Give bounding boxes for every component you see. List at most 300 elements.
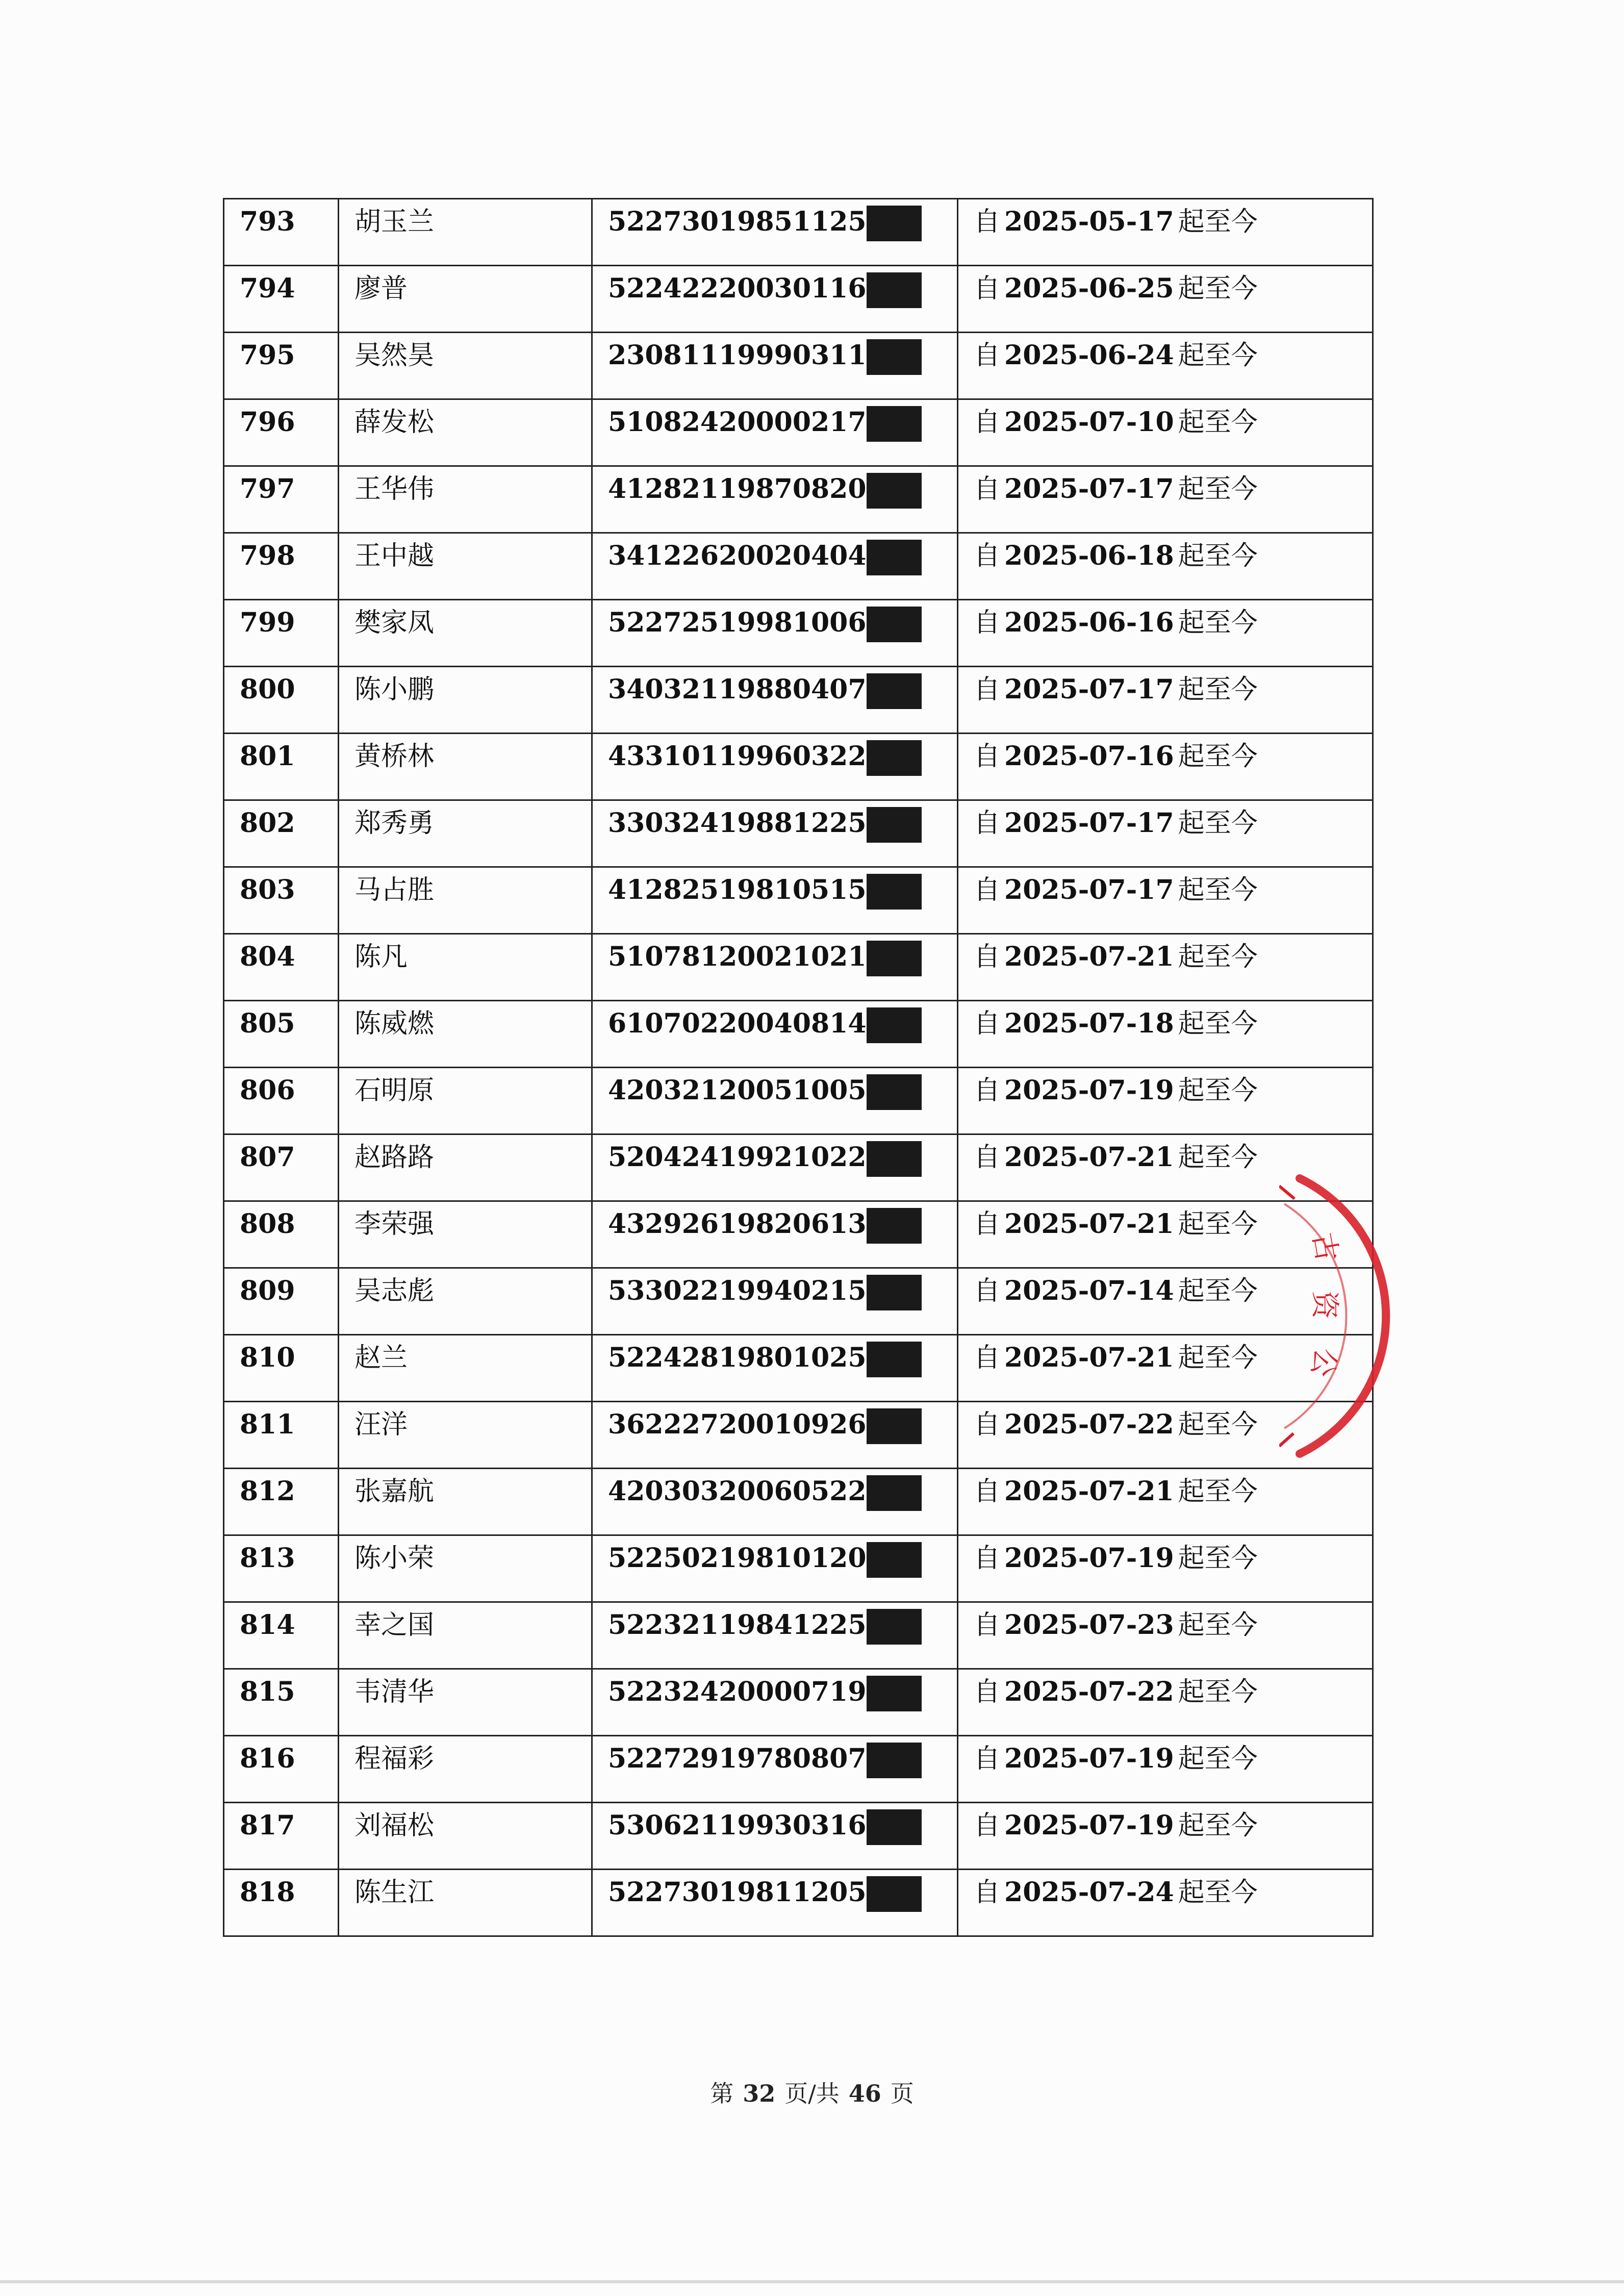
person-name-cell — [339, 1736, 592, 1803]
redaction-block — [867, 406, 922, 442]
date-prefix: 自 — [974, 1810, 1001, 1841]
date-suffix: 起至今 — [1178, 541, 1258, 571]
row-number-cell — [224, 266, 339, 333]
id-number-visible: 52273019851125 — [608, 206, 867, 237]
row-number-cell — [224, 800, 339, 867]
date-prefix: 自 — [974, 407, 1001, 438]
row-number-cell — [224, 1602, 339, 1669]
table-row — [224, 1602, 1373, 1669]
redaction-block — [867, 1007, 922, 1043]
effective-date-wrap — [974, 1077, 1258, 1104]
id-number-cell — [592, 1335, 958, 1402]
person-name-cell — [339, 1803, 592, 1870]
row-number: 806 — [240, 1075, 295, 1106]
effective-date-wrap — [974, 1743, 1258, 1774]
row-number: 796 — [240, 407, 295, 438]
person-name-cell — [339, 1402, 592, 1469]
person-name: 郑秀勇 — [354, 808, 435, 839]
person-name-cell — [339, 1669, 592, 1736]
effective-date-wrap — [974, 1676, 1258, 1707]
page-footer — [0, 2075, 1624, 2109]
id-number-cell — [592, 399, 958, 466]
row-number: 809 — [240, 1275, 295, 1306]
effective-date-cell — [958, 1669, 1373, 1736]
id-number-cell — [592, 1402, 958, 1469]
id-number-visible: 52232420000719 — [608, 1676, 867, 1707]
row-number: 797 — [240, 473, 295, 504]
effective-date-wrap — [974, 1008, 1258, 1039]
footer-page-middle: 页/共 — [784, 2080, 840, 2107]
table-row — [224, 1201, 1373, 1268]
id-number-visible: 52272519981006 — [608, 607, 867, 638]
row-number: 814 — [240, 1609, 295, 1641]
person-name-cell — [339, 266, 592, 333]
row-number: 813 — [240, 1543, 295, 1574]
id-number-visible: 33032419881225 — [608, 808, 867, 839]
date-suffix: 起至今 — [1178, 474, 1258, 504]
id-number-cell — [592, 1201, 958, 1268]
row-number: 811 — [240, 1409, 295, 1440]
seal-mark-1: 古 — [1306, 1230, 1344, 1264]
effective-date: 2025-07-16 — [1004, 741, 1174, 772]
date-prefix: 自 — [974, 1409, 1001, 1440]
table-row — [224, 399, 1373, 466]
date-prefix: 自 — [974, 1744, 1001, 1774]
row-number-cell — [224, 533, 339, 600]
person-name: 赵兰 — [354, 1343, 408, 1373]
id-number-wrap — [608, 409, 922, 442]
row-number-cell — [224, 1803, 339, 1870]
date-prefix: 自 — [974, 1476, 1001, 1507]
table-row — [224, 1870, 1373, 1936]
effective-date-cell — [958, 600, 1373, 667]
redaction-block — [867, 1609, 922, 1645]
effective-date: 2025-07-17 — [1004, 473, 1174, 504]
table-row — [224, 867, 1373, 934]
effective-date-cell — [958, 800, 1373, 867]
effective-date-cell — [958, 1870, 1373, 1936]
date-prefix: 自 — [974, 808, 1001, 839]
row-number-cell — [224, 399, 339, 466]
row-number-cell — [224, 1268, 339, 1335]
effective-date-cell — [958, 399, 1373, 466]
date-suffix: 起至今 — [1178, 273, 1258, 304]
effective-date-wrap — [974, 1342, 1258, 1373]
person-name-cell — [339, 600, 592, 667]
date-prefix: 自 — [974, 1008, 1001, 1039]
person-name: 王中越 — [354, 541, 435, 571]
row-number: 805 — [240, 1008, 295, 1039]
redaction-block — [867, 607, 922, 642]
effective-date-cell — [958, 1736, 1373, 1803]
date-prefix: 自 — [974, 674, 1001, 705]
id-number-wrap — [608, 1545, 922, 1578]
person-name: 吴然昊 — [354, 340, 435, 371]
id-number-cell — [592, 1001, 958, 1068]
date-suffix: 起至今 — [1178, 1343, 1258, 1373]
footer-page-total: 46 — [848, 2080, 881, 2107]
effective-date-cell — [958, 667, 1373, 734]
person-name: 廖普 — [354, 273, 408, 304]
table-row — [224, 1469, 1373, 1535]
effective-date: 2025-07-17 — [1004, 674, 1174, 705]
person-name-cell — [339, 199, 592, 266]
person-name-cell — [339, 1268, 592, 1335]
row-number: 800 — [240, 674, 295, 705]
row-number: 812 — [240, 1476, 295, 1507]
effective-date-wrap — [974, 1144, 1258, 1171]
id-number-wrap — [608, 1743, 922, 1778]
id-number-cell — [592, 600, 958, 667]
row-number-cell — [224, 1335, 339, 1402]
person-name: 黄桥林 — [354, 741, 435, 772]
table-row — [224, 266, 1373, 333]
table-row — [224, 1535, 1373, 1602]
person-name: 韦清华 — [354, 1677, 435, 1707]
table-row — [224, 466, 1373, 533]
person-name: 马占胜 — [354, 875, 435, 905]
id-number-cell — [592, 533, 958, 600]
person-name-cell — [339, 1535, 592, 1602]
effective-date-wrap — [974, 607, 1258, 638]
row-number-cell — [224, 1669, 339, 1736]
redaction-block — [867, 1676, 922, 1711]
id-number-cell — [592, 1469, 958, 1535]
id-number-visible: 51082420000217 — [608, 407, 867, 438]
row-number-cell — [224, 1736, 339, 1803]
effective-date: 2025-07-17 — [1004, 874, 1174, 905]
id-number-cell — [592, 1870, 958, 1936]
table-row — [224, 1402, 1373, 1469]
date-suffix: 起至今 — [1178, 340, 1258, 371]
effective-date-wrap — [974, 676, 1258, 703]
date-suffix: 起至今 — [1178, 207, 1258, 237]
id-number-visible: 53062119930316 — [608, 1810, 867, 1841]
id-number-visible: 23081119990311 — [608, 340, 867, 371]
person-name-cell — [339, 867, 592, 934]
person-name-cell — [339, 1201, 592, 1268]
redaction-block — [867, 1743, 922, 1778]
table-row — [224, 800, 1373, 867]
person-name-cell — [339, 800, 592, 867]
date-suffix: 起至今 — [1178, 1142, 1258, 1173]
effective-date: 2025-06-25 — [1004, 273, 1174, 304]
redaction-block — [867, 272, 922, 308]
date-prefix: 自 — [974, 273, 1001, 304]
id-number-wrap — [608, 1676, 922, 1711]
person-name-cell — [339, 1134, 592, 1201]
row-number: 808 — [240, 1208, 295, 1240]
date-prefix: 自 — [974, 474, 1001, 504]
id-number-visible: 52250219810120 — [608, 1543, 867, 1574]
row-number-cell — [224, 1068, 339, 1134]
person-name-cell — [339, 1068, 592, 1134]
row-number: 793 — [240, 206, 295, 237]
id-number-wrap — [608, 1208, 922, 1244]
redaction-block — [867, 874, 922, 910]
footer-page-suffix: 页 — [890, 2080, 914, 2107]
id-number-cell — [592, 1134, 958, 1201]
footer-page-current: 32 — [743, 2080, 776, 2107]
date-prefix: 自 — [974, 1677, 1001, 1707]
effective-date: 2025-07-19 — [1004, 1810, 1174, 1841]
footer-page-prefix: 第 — [710, 2080, 734, 2107]
row-number-cell — [224, 1535, 339, 1602]
id-number-visible: 41282119870820 — [608, 473, 867, 504]
redaction-block — [867, 1275, 922, 1310]
id-number-cell — [592, 934, 958, 1001]
effective-date-wrap — [974, 810, 1258, 837]
date-prefix: 自 — [974, 1877, 1001, 1908]
effective-date-cell — [958, 466, 1373, 533]
id-number-visible: 43292619820613 — [608, 1208, 867, 1240]
effective-date: 2025-07-21 — [1004, 1208, 1174, 1240]
date-prefix: 自 — [974, 1276, 1001, 1306]
table-row — [224, 667, 1373, 734]
redaction-block — [867, 807, 922, 843]
effective-date-cell — [958, 199, 1373, 266]
date-suffix: 起至今 — [1178, 875, 1258, 905]
id-number-wrap — [608, 1411, 922, 1444]
person-name: 刘福松 — [354, 1810, 435, 1841]
row-number: 810 — [240, 1342, 295, 1373]
date-prefix: 自 — [974, 942, 1001, 972]
person-name: 吴志彪 — [354, 1276, 435, 1306]
id-number-visible: 42030320060522 — [608, 1476, 867, 1507]
effective-date: 2025-07-21 — [1004, 1142, 1174, 1173]
table-row — [224, 333, 1373, 399]
redaction-block — [867, 740, 922, 776]
row-number: 803 — [240, 874, 295, 905]
roster-table-body — [224, 199, 1373, 1936]
effective-date-cell — [958, 1602, 1373, 1669]
table-row — [224, 1134, 1373, 1201]
person-name: 李荣强 — [354, 1209, 435, 1240]
effective-date: 2025-07-24 — [1004, 1877, 1174, 1908]
row-number-cell — [224, 734, 339, 800]
roster-table-container — [223, 198, 1372, 1937]
effective-date-cell — [958, 1001, 1373, 1068]
id-number-wrap — [608, 1275, 922, 1310]
effective-date: 2025-07-19 — [1004, 1743, 1174, 1774]
effective-date-cell — [958, 266, 1373, 333]
person-name: 陈小荣 — [354, 1543, 435, 1574]
row-number-cell — [224, 1870, 339, 1936]
date-suffix: 起至今 — [1178, 1409, 1258, 1440]
effective-date: 2025-06-24 — [1004, 340, 1174, 371]
date-suffix: 起至今 — [1178, 1610, 1258, 1641]
id-number-visible: 52242819801025 — [608, 1342, 867, 1373]
effective-date-wrap — [974, 342, 1258, 369]
effective-date: 2025-07-21 — [1004, 941, 1174, 972]
date-prefix: 自 — [974, 1075, 1001, 1106]
id-number-cell — [592, 1736, 958, 1803]
effective-date-wrap — [974, 1411, 1258, 1438]
seal-tick-bottom — [1279, 1433, 1293, 1446]
table-row — [224, 1001, 1373, 1068]
effective-date-cell — [958, 734, 1373, 800]
person-name: 樊家凤 — [354, 608, 435, 638]
date-suffix: 起至今 — [1178, 1209, 1258, 1240]
person-name: 陈小鹏 — [354, 674, 435, 705]
row-number: 818 — [240, 1877, 295, 1908]
effective-date-wrap — [974, 941, 1258, 972]
effective-date: 2025-07-22 — [1004, 1409, 1174, 1440]
date-suffix: 起至今 — [1178, 1075, 1258, 1106]
row-number-cell — [224, 667, 339, 734]
redaction-block — [867, 540, 922, 575]
id-number-cell — [592, 1803, 958, 1870]
id-number-visible: 52272919780807 — [608, 1743, 867, 1774]
id-number-cell — [592, 1602, 958, 1669]
person-name: 陈生江 — [354, 1877, 435, 1908]
row-number: 816 — [240, 1743, 295, 1774]
effective-date: 2025-07-21 — [1004, 1476, 1174, 1507]
effective-date-wrap — [974, 540, 1258, 571]
row-number-cell — [224, 466, 339, 533]
person-name-cell — [339, 1469, 592, 1535]
id-number-visible: 42032120051005 — [608, 1075, 867, 1106]
id-number-wrap — [608, 206, 922, 241]
id-number-visible: 52273019811205 — [608, 1877, 867, 1908]
row-number: 817 — [240, 1810, 295, 1841]
id-number-cell — [592, 466, 958, 533]
effective-date-wrap — [974, 874, 1258, 905]
table-row — [224, 1335, 1373, 1402]
effective-date: 2025-07-14 — [1004, 1275, 1174, 1306]
id-number-cell — [592, 266, 958, 333]
date-prefix: 自 — [974, 1343, 1001, 1373]
redaction-block — [867, 1408, 922, 1444]
row-number-cell — [224, 199, 339, 266]
id-number-wrap — [608, 1609, 922, 1645]
person-name: 薛发松 — [354, 407, 435, 438]
date-prefix: 自 — [974, 340, 1001, 371]
effective-date: 2025-07-17 — [1004, 808, 1174, 839]
effective-date-cell — [958, 1535, 1373, 1602]
id-number-wrap — [608, 1478, 922, 1511]
id-number-visible: 52042419921022 — [608, 1142, 867, 1173]
date-prefix: 自 — [974, 1543, 1001, 1574]
person-name: 赵路路 — [354, 1142, 435, 1173]
seal-mark-2: 资 — [1308, 1291, 1341, 1319]
redaction-block — [867, 1074, 922, 1110]
row-number: 802 — [240, 808, 295, 839]
redaction-block — [867, 1809, 922, 1845]
date-prefix: 自 — [974, 1610, 1001, 1641]
row-number: 807 — [240, 1142, 295, 1173]
effective-date-wrap — [974, 1208, 1258, 1240]
table-row — [224, 533, 1373, 600]
id-number-cell — [592, 1068, 958, 1134]
person-name-cell — [339, 399, 592, 466]
date-suffix: 起至今 — [1178, 1008, 1258, 1039]
effective-date: 2025-07-22 — [1004, 1676, 1174, 1707]
id-number-wrap — [608, 275, 922, 308]
effective-date-wrap — [974, 743, 1258, 770]
effective-date: 2025-07-18 — [1004, 1008, 1174, 1039]
row-number: 795 — [240, 340, 295, 371]
seal-tick-top — [1279, 1186, 1295, 1199]
date-prefix: 自 — [974, 608, 1001, 638]
effective-date-cell — [958, 867, 1373, 934]
effective-date-cell — [958, 1068, 1373, 1134]
row-number: 794 — [240, 273, 295, 304]
redaction-block — [867, 1208, 922, 1244]
id-number-visible: 34122620020404 — [608, 540, 867, 571]
id-number-wrap — [608, 1077, 922, 1110]
person-name: 胡玉兰 — [354, 207, 435, 237]
effective-date: 2025-07-10 — [1004, 407, 1174, 438]
date-prefix: 自 — [974, 207, 1001, 237]
date-suffix: 起至今 — [1178, 1276, 1258, 1306]
person-name-cell — [339, 466, 592, 533]
id-number-wrap — [608, 810, 922, 843]
date-suffix: 起至今 — [1178, 608, 1258, 638]
effective-date: 2025-07-23 — [1004, 1609, 1174, 1641]
effective-date-wrap — [974, 409, 1258, 436]
date-suffix: 起至今 — [1178, 1476, 1258, 1507]
effective-date-wrap — [974, 1545, 1258, 1572]
id-number-cell — [592, 333, 958, 399]
effective-date-cell — [958, 1803, 1373, 1870]
table-row — [224, 734, 1373, 800]
person-name: 汪洋 — [354, 1409, 408, 1440]
effective-date-wrap — [974, 1879, 1258, 1906]
roster-table — [223, 198, 1374, 1937]
row-number-cell — [224, 1469, 339, 1535]
id-number-wrap — [608, 1144, 922, 1177]
row-number: 801 — [240, 741, 295, 772]
id-number-wrap — [608, 1008, 922, 1043]
effective-date-cell — [958, 533, 1373, 600]
id-number-cell — [592, 800, 958, 867]
id-number-visible: 53302219940215 — [608, 1275, 867, 1306]
effective-date: 2025-07-21 — [1004, 1342, 1174, 1373]
row-number-cell — [224, 600, 339, 667]
effective-date-wrap — [974, 1478, 1258, 1505]
effective-date-cell — [958, 1469, 1373, 1535]
id-number-wrap — [608, 874, 922, 910]
table-row — [224, 1669, 1373, 1736]
effective-date-wrap — [974, 1275, 1258, 1306]
date-suffix: 起至今 — [1178, 1543, 1258, 1574]
effective-date: 2025-07-19 — [1004, 1543, 1174, 1574]
table-row — [224, 199, 1373, 266]
effective-date-wrap — [974, 1812, 1258, 1839]
effective-date-cell — [958, 333, 1373, 399]
redaction-block — [867, 1141, 922, 1177]
id-number-cell — [592, 867, 958, 934]
person-name: 石明原 — [354, 1075, 435, 1106]
row-number: 815 — [240, 1676, 295, 1707]
id-number-wrap — [608, 1812, 922, 1845]
id-number-cell — [592, 1268, 958, 1335]
id-number-wrap — [608, 342, 922, 375]
person-name: 陈凡 — [354, 942, 408, 972]
id-number-visible: 61070220040814 — [608, 1008, 867, 1039]
id-number-cell — [592, 1535, 958, 1602]
date-prefix: 自 — [974, 741, 1001, 772]
id-number-visible: 36222720010926 — [608, 1409, 867, 1440]
person-name-cell — [339, 1602, 592, 1669]
effective-date: 2025-06-16 — [1004, 607, 1174, 638]
effective-date-wrap — [974, 275, 1258, 302]
redaction-block — [867, 1475, 922, 1511]
row-number-cell — [224, 1001, 339, 1068]
date-suffix: 起至今 — [1178, 407, 1258, 438]
table-row — [224, 1268, 1373, 1335]
